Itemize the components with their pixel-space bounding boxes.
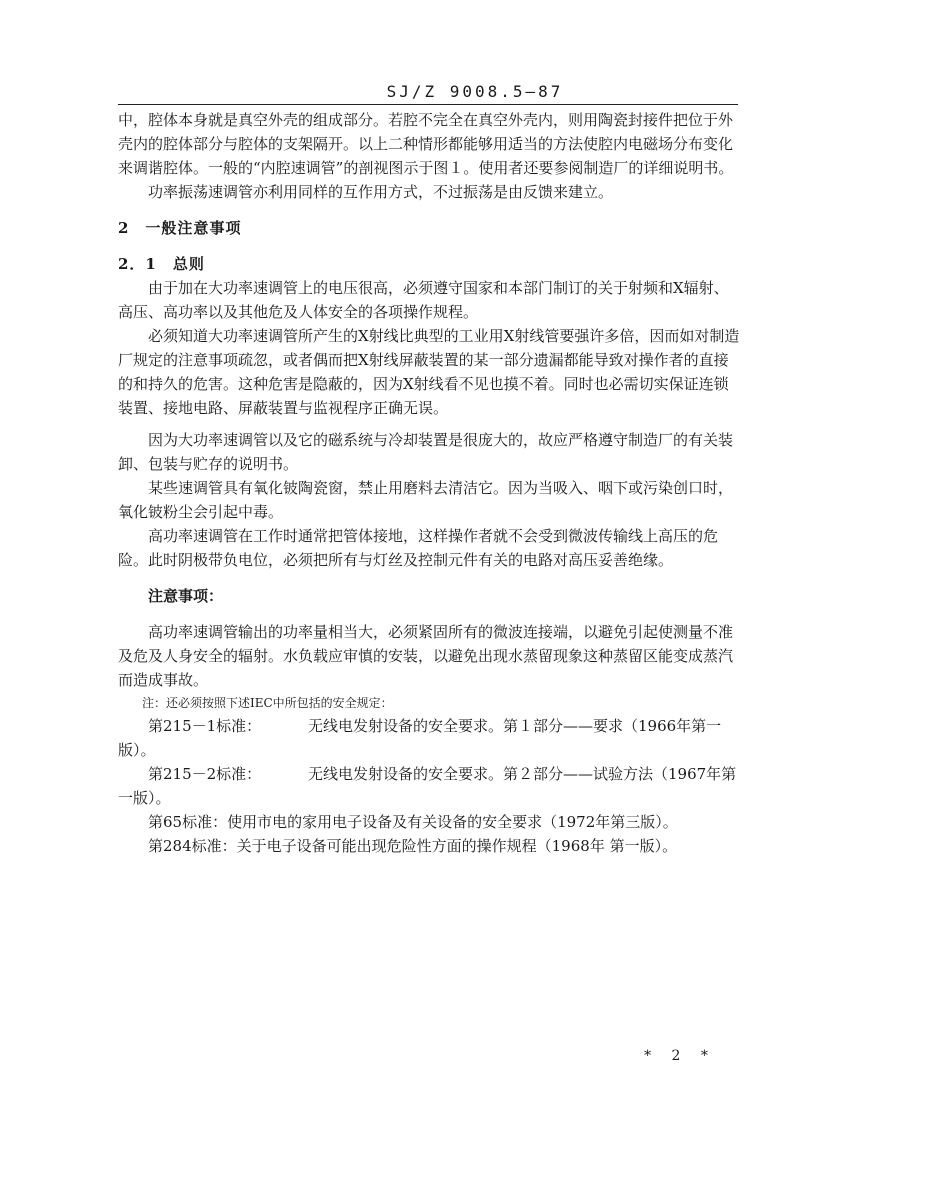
standard-text: 使用市电的家用电子设备及有关设备的安全要求（1972年第三版）。 (227, 813, 678, 831)
paragraph: 高功率速调管输出的功率量相当大，必须紧固所有的微波连接端，以避免引起使测量不准及危及人身安全的辐射。水负载应审慎的安装，以避免出现水蒸留现象这种蒸留区能变成蒸汽而造成事故。 (118, 623, 734, 689)
body-text (118, 108, 740, 858)
standard-label: 第284标准： (148, 837, 237, 855)
note-title: 注意事项： (148, 587, 224, 605)
standard-item (118, 762, 740, 810)
paragraph: 高功率速调管在工作时通常把管体接地，这样操作者就不会受到微波传输线上高压的危险。此时阴极带负电位，必须把所有与灯丝及控制元件有关的电路对高压妥善绝缘。 (118, 527, 719, 569)
standard-label: 第65标准： (148, 813, 228, 831)
paragraph: 由于加在大功率速调管上的电压很高，必须遵守国家和本部门制订的关于射频和X辐射、高压、高功率以及其他危及人体安全的各项操作规程。 (118, 279, 729, 321)
standard-label: 第215－2标准： (148, 765, 262, 783)
subsection-heading: 2．1 总则 (118, 255, 205, 273)
section-heading: 2 一般注意事项 (118, 219, 242, 237)
paragraph: 功率振荡速调管亦利用同样的互作用方式，不过振荡是由反馈来建立。 (148, 183, 614, 201)
standard-item (118, 834, 740, 858)
standard-item (118, 810, 740, 834)
paragraph: 因为大功率速调管以及它的磁系统与冷却装置是很庞大的，故应严格遵守制造厂的有关装卸、包装与贮存的说明书。 (118, 431, 734, 473)
standard-text: 关于电子设备可能出现危险性方面的操作规程（1968年 第一版）。 (236, 837, 678, 855)
paragraph: 中，腔体本身就是真空外壳的组成部分。若腔不完全在真空外壳内，则用陶瓷封接件把位于外壳内的腔体部分与腔体的支架隔开。以上二种情形都能够用适当的方法使腔内电磁场分布变化来调谐腔体。一般的“内腔速调管”的剖视图示于图１。使用者还要参阅制造厂的详细说明书。 (118, 111, 734, 177)
paragraph: 某些速调管具有氧化铍陶瓷窗，禁止用磨料去清洁它。因为当吸入、咽下或污染创口时，氧化铍粉尘会引起中毒。 (118, 479, 734, 521)
header-rule (118, 104, 738, 105)
standard-text: 无线电发射设备的安全要求。第２部分——试验方法（1967年第一版）。 (118, 765, 737, 807)
note-small: 注：还必须按照下述IEC中所包括的安全规定： (142, 696, 393, 710)
standard-label: 第215－1标准： (148, 717, 262, 735)
paragraph: 必须知道大功率速调管所产生的X射线比典型的工业用X射线管要强许多倍，因而如对制造厂规定的注意事项疏忽，或者偶而把X射线屏蔽装置的某一部分遗漏都能导致对操作者的直接的和持久的危害。这种危害是隐蔽的，因为X射线看不见也摸不着。同时也必需切实保证连锁装置、接地电路、屏蔽装置与监视程序正确无误。 (118, 327, 740, 417)
page-number: * 2 * (644, 1048, 716, 1064)
standard-item (118, 714, 740, 762)
document-code-header: SJ/Z 9008.5—87 (386, 82, 564, 101)
standard-text: 无线电发射设备的安全要求。第１部分——要求（1966年第一版）。 (118, 717, 722, 759)
